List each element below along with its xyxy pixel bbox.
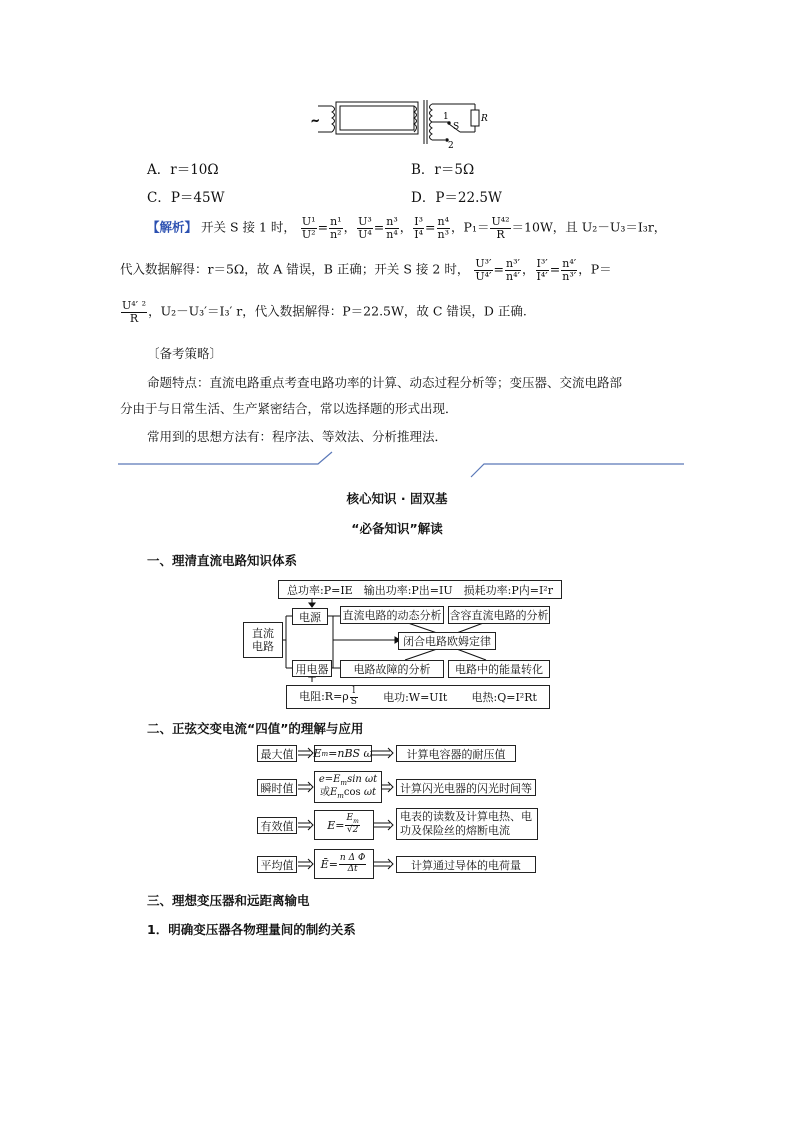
part3-sub1: 1．明确变压器各物理量间的制约关系 <box>147 922 356 937</box>
effective-formula-box: E= $\frac{E_m}{√2}$ <box>314 810 374 840</box>
switch-label: S <box>453 122 460 132</box>
heat-formula: 电热:Q=I²Rt <box>471 691 537 704</box>
power-source-box: 电源 <box>292 608 328 625</box>
section-subtitle: “必备知识”解读 <box>351 521 443 536</box>
average-use-box: 计算通过导体的电荷量 <box>396 856 536 873</box>
effective-value-box: 有效值 <box>257 817 297 834</box>
option-a: A．r＝10Ω <box>147 162 219 178</box>
work-formula: 电功:W=UIt <box>383 691 448 704</box>
solution-text-1c: ＝10W，且 U₂－U₃＝I₃r， <box>511 219 667 235</box>
solution-text-2a: 代入数据解得：r＝5Ω，故 A 错误，B 正确；开关 S 接 2 时， <box>120 261 470 277</box>
strategy-heading: 〔备考策略〕 <box>147 346 223 361</box>
dynamic-analysis-box: 直流电路的动态分析 <box>340 606 444 624</box>
svg-text:~: ~ <box>311 116 320 127</box>
solution-text-1b: ，P₁＝ <box>451 219 490 235</box>
max-value-use-box: 计算电容器的耐压值 <box>396 745 516 762</box>
section-divider <box>118 450 684 480</box>
ohm-law-box: 闭合电路欧姆定律 <box>398 632 496 650</box>
solution-line-1: 【解析】 开关 S 接 1 时， $\frac{\text{U¹}}{\text{U²}}$ = $\frac{\text{n¹}}{\text{n²}}$ ， $\frac{\text{U³}}{\text{U⁴}}$ = $\frac{\text{n³}}{\text{n⁴}}$ ， $\frac{\text{I³}}{\text{I⁴}}$ = $\frac{\text{n⁴}}{\text{n³}}$ ，P₁＝ $\frac{\text{U⁴²}}{R}$ ＝10W，且 U₂－U₃＝I₃r， <box>147 215 667 241</box>
fault-analysis-box: 电路故障的分析 <box>340 660 444 678</box>
energy-conversion-box: 电路中的能量转化 <box>448 660 550 678</box>
average-formula-box: Ē= $\frac{\text{n Δ Φ}}{\Delta t}$ <box>314 849 374 879</box>
option-c: C．P＝45W <box>147 190 225 206</box>
solution-text-2b: ，P＝ <box>578 261 612 277</box>
max-value-box: 最大值 <box>257 745 297 762</box>
instantaneous-formula-box: $e=E_m\sin$ ωt 或$E_m\cos$ ωt <box>314 771 382 803</box>
average-value-box: 平均值 <box>257 856 297 873</box>
max-value-formula-box: E m =nBS ω <box>313 747 373 760</box>
solution-text-1a: 开关 S 接 1 时， <box>201 219 296 235</box>
part2-heading: 二、正弦交变电流“四值”的理解与应用 <box>147 721 364 736</box>
option-d: D．P＝22.5W <box>411 190 502 206</box>
solution-text-3: ，U₂－U₃′＝I₃′ r，代入数据解得：P＝22.5W，故 C 错误，D 正确. <box>148 303 527 319</box>
solution-line-3: $\frac{\text{U⁴′ ²}}{R}$ ，U₂－U₃′＝I₃′ r，代入数据解得：P＝22.5W，故 C 错误，D 正确. <box>122 299 527 325</box>
strategy-p2: 常用到的思想方法有：程序法、等效法、分析推理法． <box>147 429 448 444</box>
option-b: B．r＝5Ω <box>411 162 475 178</box>
solution-tag: 【解析】 <box>147 219 198 235</box>
part3-heading: 三、理想变压器和远距离输电 <box>147 893 310 908</box>
power-formulas-box: 总功率:P=IE 输出功率:P出=IU 损耗功率:P内=I²r <box>278 580 562 599</box>
resistance-formula: 电阻:R=ρ <box>299 690 349 703</box>
part1-heading: 一、理清直流电路知识体系 <box>147 553 298 568</box>
resistance-work-heat-box: 电阻:R=ρ $\frac{l}{S}$ 电功:W=UIt 电热:Q=I²Rt <box>286 685 550 709</box>
dc-circuit-box: 直流 电路 <box>243 622 283 658</box>
tap-1-label: 1 <box>443 112 449 122</box>
tap-2-label: 2 <box>448 141 454 150</box>
electrical-appliance-box: 用电器 <box>292 660 332 677</box>
strategy-p1b: 分由于与日常生活、生产紧密结合，常以选择题的形式出现． <box>120 401 458 416</box>
instantaneous-value-box: 瞬时值 <box>257 779 297 796</box>
section-title: 核心知识 · 固双基 <box>346 491 448 506</box>
strategy-p1a: 命题特点：直流电路重点考查电路功率的计算、动态过程分析等；变压器、交流电路部 <box>147 375 623 390</box>
effective-use-box: 电表的读数及计算电热、电功及保险丝的熔断电流 <box>396 808 538 840</box>
transformer-circuit-diagram <box>310 98 490 150</box>
resistor-label: R <box>481 114 488 124</box>
instantaneous-use-box: 计算闪光电器的闪光时间等 <box>396 779 536 796</box>
capacitor-analysis-box: 含容直流电路的分析 <box>448 606 550 624</box>
solution-line-2: 代入数据解得：r＝5Ω，故 A 错误，B 正确；开关 S 接 2 时， $\frac{\text{U³′}}{\text{U⁴′}}$ = $\frac{\text{n³′}}{\text{n⁴′}}$ ， $\frac{\text{I³′}}{\text{I⁴′}}$ = $\frac{\text{n⁴′}}{\text{n³′}}$ ，P＝ <box>120 257 612 283</box>
